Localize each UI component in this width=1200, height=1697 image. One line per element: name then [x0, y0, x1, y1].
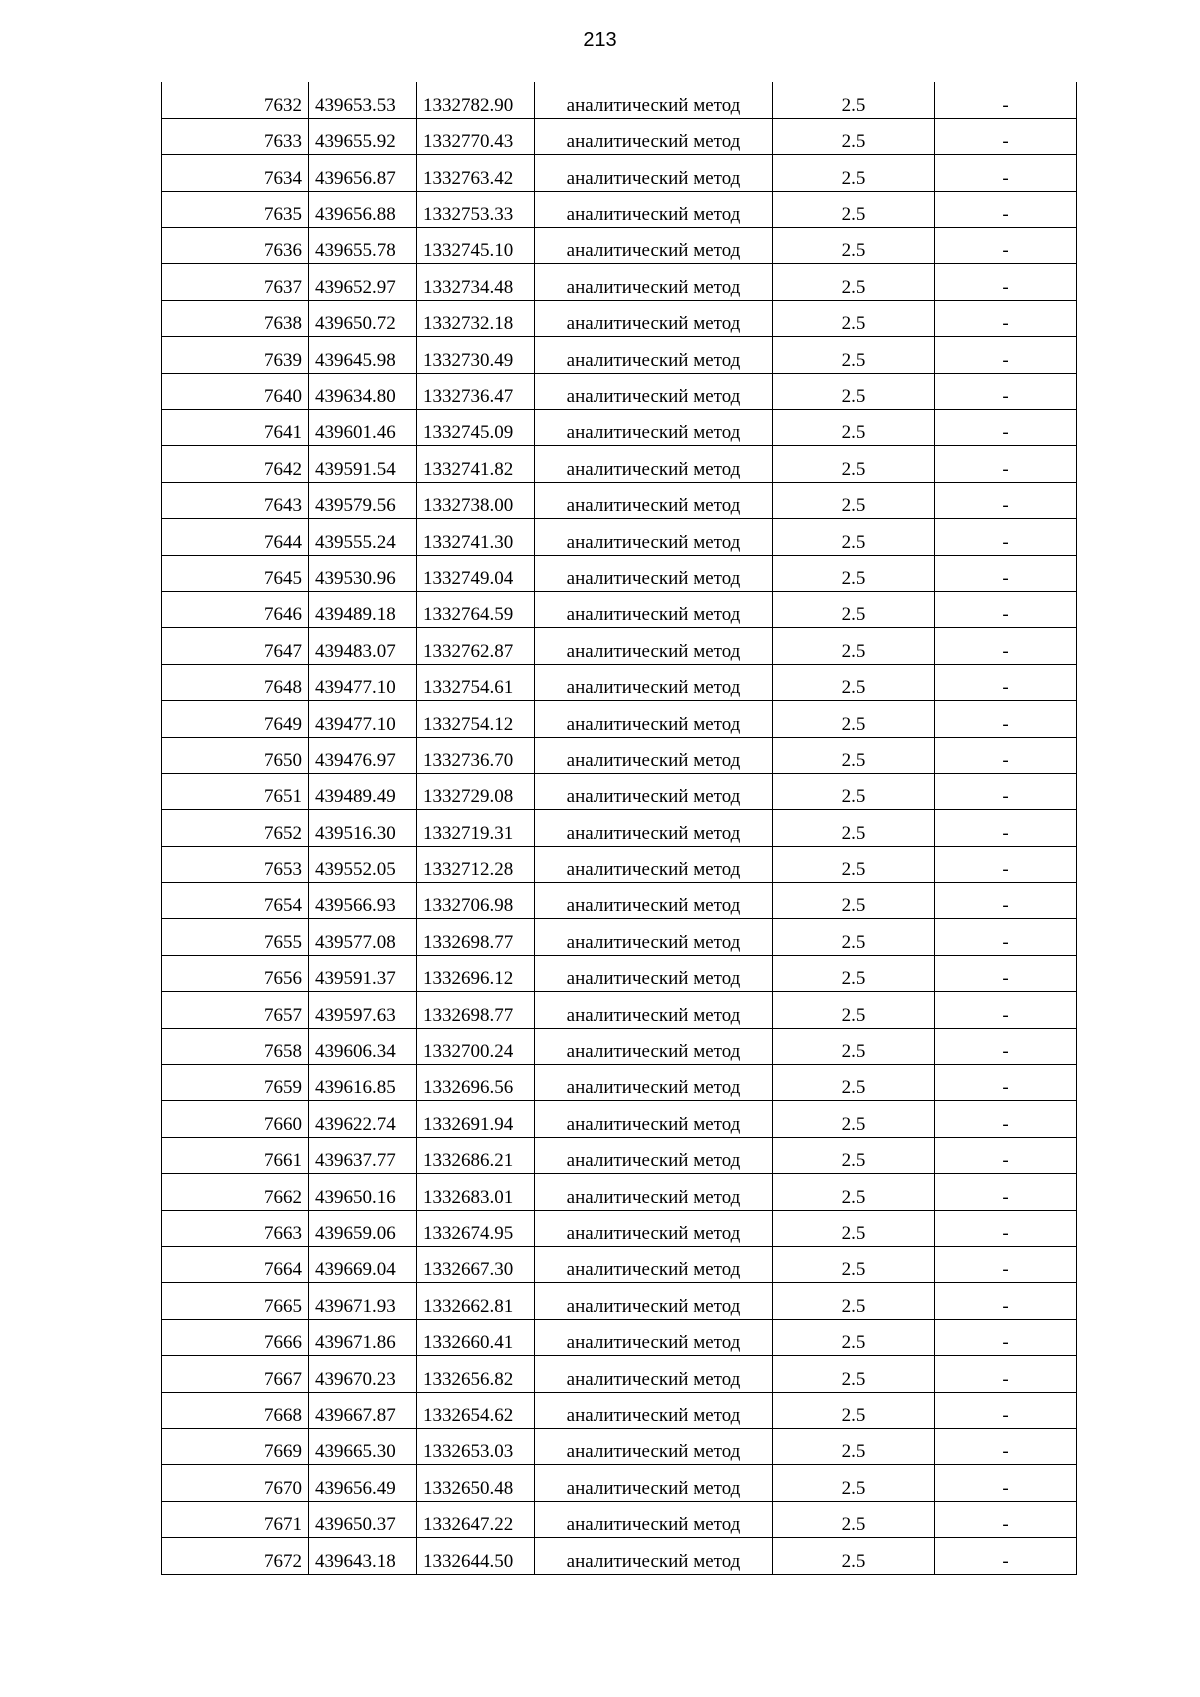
cell-method: аналитический метод	[535, 1065, 773, 1101]
cell-note: -	[935, 1392, 1077, 1428]
cell-accuracy: 2.5	[773, 519, 935, 555]
cell-note: -	[935, 118, 1077, 154]
cell-point-number: 7640	[162, 373, 309, 409]
cell-y-coordinate: 1332764.59	[417, 591, 535, 627]
cell-y-coordinate: 1332749.04	[417, 555, 535, 591]
cell-x-coordinate: 439516.30	[309, 810, 417, 846]
table-row	[162, 555, 1077, 591]
cell-y-coordinate: 1332700.24	[417, 1028, 535, 1064]
cell-accuracy: 2.5	[773, 628, 935, 664]
cell-note: -	[935, 1465, 1077, 1501]
cell-method: аналитический метод	[535, 82, 773, 118]
table-row	[162, 519, 1077, 555]
cell-accuracy: 2.5	[773, 446, 935, 482]
cell-x-coordinate: 439555.24	[309, 519, 417, 555]
cell-method: аналитический метод	[535, 955, 773, 991]
cell-method: аналитический метод	[535, 1501, 773, 1537]
cell-x-coordinate: 439656.88	[309, 191, 417, 227]
cell-note: -	[935, 410, 1077, 446]
cell-note: -	[935, 1065, 1077, 1101]
cell-method: аналитический метод	[535, 1392, 773, 1428]
cell-method: аналитический метод	[535, 1210, 773, 1246]
cell-x-coordinate: 439665.30	[309, 1428, 417, 1464]
cell-note: -	[935, 155, 1077, 191]
cell-note: -	[935, 664, 1077, 700]
cell-note: -	[935, 1210, 1077, 1246]
cell-note: -	[935, 1137, 1077, 1173]
table-row	[162, 446, 1077, 482]
cell-point-number: 7632	[162, 82, 309, 118]
cell-note: -	[935, 555, 1077, 591]
table-row	[162, 1065, 1077, 1101]
table-row	[162, 1210, 1077, 1246]
table-row	[162, 373, 1077, 409]
cell-y-coordinate: 1332738.00	[417, 482, 535, 518]
cell-accuracy: 2.5	[773, 1174, 935, 1210]
cell-y-coordinate: 1332656.82	[417, 1356, 535, 1392]
cell-point-number: 7652	[162, 810, 309, 846]
cell-point-number: 7647	[162, 628, 309, 664]
table-row	[162, 155, 1077, 191]
table-row	[162, 1538, 1077, 1574]
cell-y-coordinate: 1332770.43	[417, 118, 535, 154]
cell-note: -	[935, 82, 1077, 118]
cell-point-number: 7651	[162, 773, 309, 809]
table-row	[162, 1174, 1077, 1210]
cell-x-coordinate: 439477.10	[309, 701, 417, 737]
cell-method: аналитический метод	[535, 919, 773, 955]
cell-accuracy: 2.5	[773, 1101, 935, 1137]
table-row	[162, 228, 1077, 264]
cell-point-number: 7649	[162, 701, 309, 737]
cell-note: -	[935, 846, 1077, 882]
cell-point-number: 7666	[162, 1319, 309, 1355]
cell-accuracy: 2.5	[773, 155, 935, 191]
cell-x-coordinate: 439650.37	[309, 1501, 417, 1537]
cell-accuracy: 2.5	[773, 591, 935, 627]
cell-accuracy: 2.5	[773, 410, 935, 446]
table-row	[162, 919, 1077, 955]
cell-x-coordinate: 439579.56	[309, 482, 417, 518]
cell-accuracy: 2.5	[773, 1210, 935, 1246]
cell-point-number: 7639	[162, 337, 309, 373]
cell-x-coordinate: 439483.07	[309, 628, 417, 664]
cell-note: -	[935, 1356, 1077, 1392]
cell-point-number: 7636	[162, 228, 309, 264]
cell-method: аналитический метод	[535, 191, 773, 227]
cell-accuracy: 2.5	[773, 1538, 935, 1574]
cell-y-coordinate: 1332782.90	[417, 82, 535, 118]
cell-accuracy: 2.5	[773, 118, 935, 154]
page-number: 213	[583, 29, 617, 51]
cell-accuracy: 2.5	[773, 1065, 935, 1101]
cell-y-coordinate: 1332762.87	[417, 628, 535, 664]
cell-y-coordinate: 1332660.41	[417, 1319, 535, 1355]
cell-method: аналитический метод	[535, 1137, 773, 1173]
cell-x-coordinate: 439650.72	[309, 300, 417, 336]
cell-point-number: 7662	[162, 1174, 309, 1210]
table-row	[162, 1356, 1077, 1392]
cell-note: -	[935, 446, 1077, 482]
table-row	[162, 1028, 1077, 1064]
cell-point-number: 7633	[162, 118, 309, 154]
cell-y-coordinate: 1332754.61	[417, 664, 535, 700]
table-row	[162, 482, 1077, 518]
cell-accuracy: 2.5	[773, 810, 935, 846]
cell-accuracy: 2.5	[773, 883, 935, 919]
cell-point-number: 7634	[162, 155, 309, 191]
cell-point-number: 7664	[162, 1247, 309, 1283]
cell-y-coordinate: 1332691.94	[417, 1101, 535, 1137]
cell-method: аналитический метод	[535, 1101, 773, 1137]
cell-accuracy: 2.5	[773, 482, 935, 518]
cell-y-coordinate: 1332644.50	[417, 1538, 535, 1574]
cell-point-number: 7638	[162, 300, 309, 336]
cell-accuracy: 2.5	[773, 228, 935, 264]
table-row	[162, 337, 1077, 373]
cell-note: -	[935, 1247, 1077, 1283]
table-row	[162, 810, 1077, 846]
cell-x-coordinate: 439650.16	[309, 1174, 417, 1210]
cell-method: аналитический метод	[535, 1319, 773, 1355]
cell-method: аналитический метод	[535, 300, 773, 336]
cell-point-number: 7658	[162, 1028, 309, 1064]
cell-y-coordinate: 1332667.30	[417, 1247, 535, 1283]
cell-x-coordinate: 439637.77	[309, 1137, 417, 1173]
cell-x-coordinate: 439643.18	[309, 1538, 417, 1574]
cell-note: -	[935, 628, 1077, 664]
cell-note: -	[935, 1501, 1077, 1537]
cell-y-coordinate: 1332686.21	[417, 1137, 535, 1173]
cell-method: аналитический метод	[535, 410, 773, 446]
cell-y-coordinate: 1332754.12	[417, 701, 535, 737]
cell-note: -	[935, 1101, 1077, 1137]
table-row	[162, 846, 1077, 882]
cell-x-coordinate: 439656.87	[309, 155, 417, 191]
cell-point-number: 7659	[162, 1065, 309, 1101]
cell-method: аналитический метод	[535, 883, 773, 919]
cell-x-coordinate: 439489.49	[309, 773, 417, 809]
cell-x-coordinate: 439601.46	[309, 410, 417, 446]
cell-y-coordinate: 1332696.56	[417, 1065, 535, 1101]
cell-y-coordinate: 1332763.42	[417, 155, 535, 191]
cell-y-coordinate: 1332674.95	[417, 1210, 535, 1246]
cell-x-coordinate: 439606.34	[309, 1028, 417, 1064]
cell-x-coordinate: 439667.87	[309, 1392, 417, 1428]
table-row	[162, 82, 1077, 118]
coordinates-table-container	[161, 82, 1076, 1575]
cell-accuracy: 2.5	[773, 337, 935, 373]
cell-y-coordinate: 1332734.48	[417, 264, 535, 300]
cell-point-number: 7657	[162, 992, 309, 1028]
cell-accuracy: 2.5	[773, 1028, 935, 1064]
table-row	[162, 1501, 1077, 1537]
cell-y-coordinate: 1332736.47	[417, 373, 535, 409]
cell-point-number: 7665	[162, 1283, 309, 1319]
cell-point-number: 7646	[162, 591, 309, 627]
cell-method: аналитический метод	[535, 373, 773, 409]
cell-x-coordinate: 439477.10	[309, 664, 417, 700]
table-row	[162, 1392, 1077, 1428]
cell-accuracy: 2.5	[773, 992, 935, 1028]
cell-point-number: 7644	[162, 519, 309, 555]
table-row	[162, 992, 1077, 1028]
cell-note: -	[935, 701, 1077, 737]
cell-x-coordinate: 439591.54	[309, 446, 417, 482]
cell-method: аналитический метод	[535, 155, 773, 191]
cell-note: -	[935, 1428, 1077, 1464]
cell-note: -	[935, 1319, 1077, 1355]
cell-method: аналитический метод	[535, 773, 773, 809]
table-row	[162, 591, 1077, 627]
cell-y-coordinate: 1332729.08	[417, 773, 535, 809]
cell-note: -	[935, 1174, 1077, 1210]
cell-method: аналитический метод	[535, 519, 773, 555]
table-row	[162, 1137, 1077, 1173]
cell-y-coordinate: 1332745.10	[417, 228, 535, 264]
cell-method: аналитический метод	[535, 591, 773, 627]
cell-note: -	[935, 373, 1077, 409]
cell-method: аналитический метод	[535, 992, 773, 1028]
cell-x-coordinate: 439655.92	[309, 118, 417, 154]
cell-x-coordinate: 439669.04	[309, 1247, 417, 1283]
cell-point-number: 7671	[162, 1501, 309, 1537]
cell-x-coordinate: 439566.93	[309, 883, 417, 919]
cell-y-coordinate: 1332741.82	[417, 446, 535, 482]
cell-method: аналитический метод	[535, 1247, 773, 1283]
cell-note: -	[935, 883, 1077, 919]
cell-accuracy: 2.5	[773, 300, 935, 336]
cell-x-coordinate: 439597.63	[309, 992, 417, 1028]
table-row	[162, 664, 1077, 700]
cell-y-coordinate: 1332706.98	[417, 883, 535, 919]
table-row	[162, 1465, 1077, 1501]
table-row	[162, 118, 1077, 154]
cell-x-coordinate: 439645.98	[309, 337, 417, 373]
cell-accuracy: 2.5	[773, 373, 935, 409]
cell-y-coordinate: 1332745.09	[417, 410, 535, 446]
cell-note: -	[935, 519, 1077, 555]
table-row	[162, 628, 1077, 664]
cell-point-number: 7660	[162, 1101, 309, 1137]
table-row	[162, 737, 1077, 773]
cell-y-coordinate: 1332653.03	[417, 1428, 535, 1464]
cell-accuracy: 2.5	[773, 1319, 935, 1355]
cell-accuracy: 2.5	[773, 1465, 935, 1501]
cell-point-number: 7645	[162, 555, 309, 591]
cell-note: -	[935, 737, 1077, 773]
cell-y-coordinate: 1332698.77	[417, 919, 535, 955]
cell-note: -	[935, 300, 1077, 336]
cell-method: аналитический метод	[535, 1028, 773, 1064]
cell-point-number: 7670	[162, 1465, 309, 1501]
cell-y-coordinate: 1332712.28	[417, 846, 535, 882]
cell-accuracy: 2.5	[773, 1428, 935, 1464]
table-row	[162, 1319, 1077, 1355]
cell-method: аналитический метод	[535, 1174, 773, 1210]
cell-x-coordinate: 439670.23	[309, 1356, 417, 1392]
cell-note: -	[935, 1538, 1077, 1574]
cell-note: -	[935, 955, 1077, 991]
cell-note: -	[935, 992, 1077, 1028]
cell-x-coordinate: 439622.74	[309, 1101, 417, 1137]
cell-point-number: 7650	[162, 737, 309, 773]
cell-y-coordinate: 1332732.18	[417, 300, 535, 336]
cell-y-coordinate: 1332662.81	[417, 1283, 535, 1319]
cell-point-number: 7661	[162, 1137, 309, 1173]
cell-point-number: 7663	[162, 1210, 309, 1246]
table-row	[162, 1283, 1077, 1319]
cell-note: -	[935, 191, 1077, 227]
table-row	[162, 955, 1077, 991]
cell-x-coordinate: 439652.97	[309, 264, 417, 300]
table-row	[162, 1428, 1077, 1464]
cell-method: аналитический метод	[535, 1356, 773, 1392]
cell-y-coordinate: 1332736.70	[417, 737, 535, 773]
cell-point-number: 7667	[162, 1356, 309, 1392]
cell-x-coordinate: 439671.93	[309, 1283, 417, 1319]
cell-x-coordinate: 439634.80	[309, 373, 417, 409]
cell-y-coordinate: 1332741.30	[417, 519, 535, 555]
cell-method: аналитический метод	[535, 664, 773, 700]
cell-x-coordinate: 439489.18	[309, 591, 417, 627]
table-row	[162, 191, 1077, 227]
cell-note: -	[935, 919, 1077, 955]
cell-accuracy: 2.5	[773, 773, 935, 809]
cell-note: -	[935, 810, 1077, 846]
table-row	[162, 701, 1077, 737]
cell-y-coordinate: 1332647.22	[417, 1501, 535, 1537]
cell-x-coordinate: 439476.97	[309, 737, 417, 773]
cell-method: аналитический метод	[535, 1428, 773, 1464]
cell-x-coordinate: 439671.86	[309, 1319, 417, 1355]
cell-accuracy: 2.5	[773, 555, 935, 591]
cell-accuracy: 2.5	[773, 919, 935, 955]
cell-point-number: 7637	[162, 264, 309, 300]
cell-point-number: 7668	[162, 1392, 309, 1428]
table-row	[162, 300, 1077, 336]
cell-note: -	[935, 337, 1077, 373]
cell-method: аналитический метод	[535, 482, 773, 518]
cell-y-coordinate: 1332696.12	[417, 955, 535, 991]
cell-method: аналитический метод	[535, 446, 773, 482]
cell-point-number: 7635	[162, 191, 309, 227]
cell-x-coordinate: 439616.85	[309, 1065, 417, 1101]
cell-method: аналитический метод	[535, 228, 773, 264]
cell-method: аналитический метод	[535, 628, 773, 664]
cell-method: аналитический метод	[535, 1538, 773, 1574]
cell-x-coordinate: 439655.78	[309, 228, 417, 264]
cell-point-number: 7669	[162, 1428, 309, 1464]
cell-note: -	[935, 1283, 1077, 1319]
cell-x-coordinate: 439591.37	[309, 955, 417, 991]
cell-method: аналитический метод	[535, 118, 773, 154]
cell-method: аналитический метод	[535, 1283, 773, 1319]
cell-x-coordinate: 439577.08	[309, 919, 417, 955]
cell-accuracy: 2.5	[773, 955, 935, 991]
cell-note: -	[935, 264, 1077, 300]
cell-accuracy: 2.5	[773, 1392, 935, 1428]
table-row	[162, 883, 1077, 919]
cell-x-coordinate: 439656.49	[309, 1465, 417, 1501]
cell-method: аналитический метод	[535, 555, 773, 591]
cell-x-coordinate: 439552.05	[309, 846, 417, 882]
cell-x-coordinate: 439530.96	[309, 555, 417, 591]
cell-point-number: 7643	[162, 482, 309, 518]
cell-method: аналитический метод	[535, 846, 773, 882]
cell-x-coordinate: 439653.53	[309, 82, 417, 118]
cell-point-number: 7654	[162, 883, 309, 919]
table-row	[162, 1247, 1077, 1283]
cell-point-number: 7655	[162, 919, 309, 955]
cell-accuracy: 2.5	[773, 82, 935, 118]
cell-note: -	[935, 591, 1077, 627]
cell-method: аналитический метод	[535, 1465, 773, 1501]
cell-accuracy: 2.5	[773, 1283, 935, 1319]
cell-method: аналитический метод	[535, 264, 773, 300]
cell-accuracy: 2.5	[773, 1247, 935, 1283]
cell-point-number: 7642	[162, 446, 309, 482]
cell-method: аналитический метод	[535, 737, 773, 773]
cell-accuracy: 2.5	[773, 846, 935, 882]
cell-accuracy: 2.5	[773, 737, 935, 773]
cell-y-coordinate: 1332753.33	[417, 191, 535, 227]
cell-y-coordinate: 1332683.01	[417, 1174, 535, 1210]
cell-y-coordinate: 1332650.48	[417, 1465, 535, 1501]
cell-point-number: 7656	[162, 955, 309, 991]
cell-note: -	[935, 482, 1077, 518]
cell-accuracy: 2.5	[773, 1137, 935, 1173]
cell-point-number: 7653	[162, 846, 309, 882]
cell-y-coordinate: 1332654.62	[417, 1392, 535, 1428]
cell-accuracy: 2.5	[773, 1501, 935, 1537]
table-row	[162, 264, 1077, 300]
table-row	[162, 773, 1077, 809]
cell-point-number: 7672	[162, 1538, 309, 1574]
coordinates-table	[161, 82, 1077, 1575]
cell-accuracy: 2.5	[773, 664, 935, 700]
coordinates-table-body	[162, 82, 1077, 1574]
cell-accuracy: 2.5	[773, 701, 935, 737]
cell-note: -	[935, 1028, 1077, 1064]
cell-accuracy: 2.5	[773, 264, 935, 300]
cell-y-coordinate: 1332698.77	[417, 992, 535, 1028]
cell-method: аналитический метод	[535, 337, 773, 373]
cell-accuracy: 2.5	[773, 1356, 935, 1392]
cell-note: -	[935, 773, 1077, 809]
cell-point-number: 7648	[162, 664, 309, 700]
cell-x-coordinate: 439659.06	[309, 1210, 417, 1246]
table-row	[162, 410, 1077, 446]
cell-accuracy: 2.5	[773, 191, 935, 227]
cell-point-number: 7641	[162, 410, 309, 446]
cell-note: -	[935, 228, 1077, 264]
cell-y-coordinate: 1332719.31	[417, 810, 535, 846]
table-row	[162, 1101, 1077, 1137]
cell-method: аналитический метод	[535, 701, 773, 737]
cell-y-coordinate: 1332730.49	[417, 337, 535, 373]
cell-method: аналитический метод	[535, 810, 773, 846]
